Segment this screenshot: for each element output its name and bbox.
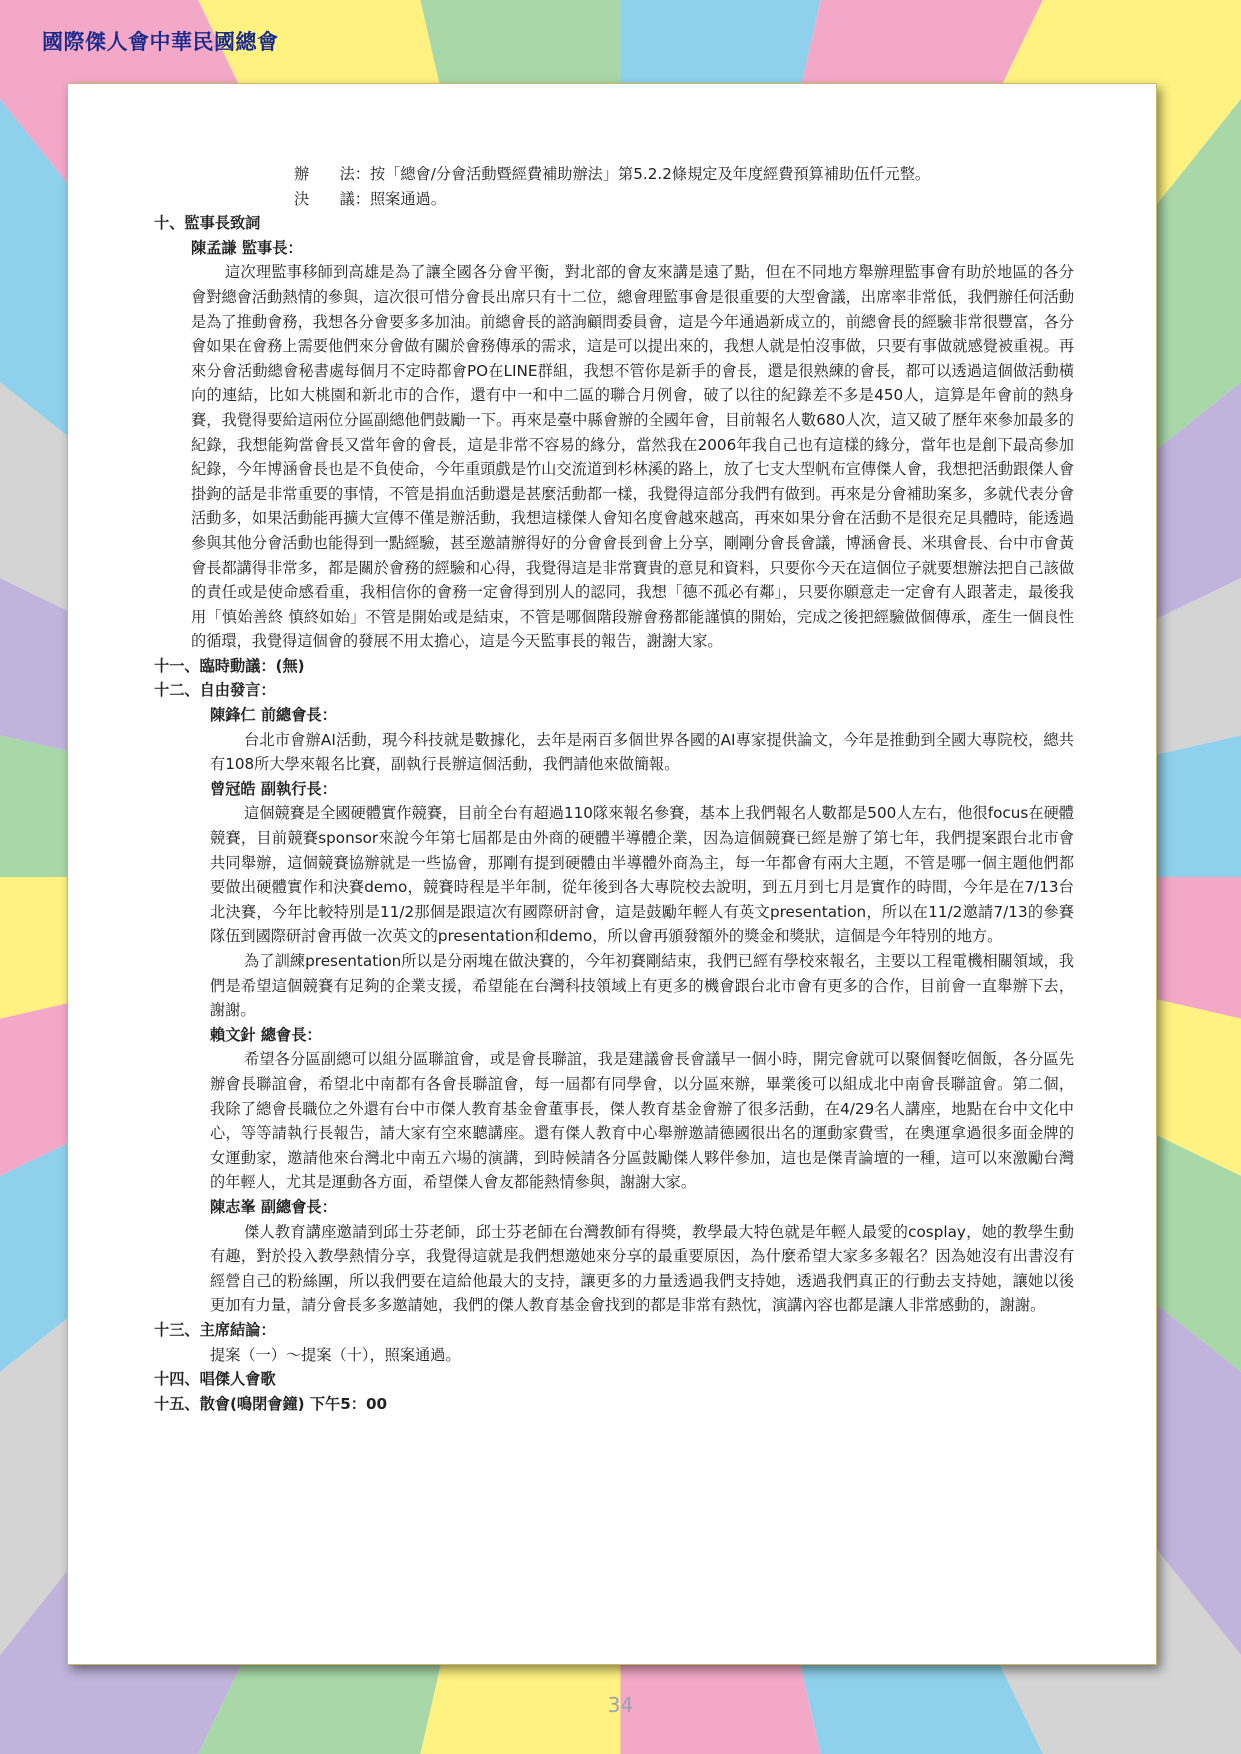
speech-paragraph: 為了訓練presentation所以是分兩塊在做決賽的，今年初賽剛結束，我們已經有學校來報名，主要以工程電機相關領域，我們是希望這個競賽有足夠的企業支援，希望能在台灣科技領域上有更多的機會跟台北市會有更多的合作，目前會一直舉辦下去，謝謝。 [210,952,1074,1020]
page-number: 34 [607,1693,634,1717]
speech-paragraph: 台北市會辦AI活動，現今科技就是數據化，去年是兩百多個世界各國的AI專家提供論文，今年是推動到全國大專院校，總共有108所大學來報名比賽，副執行長辦這個活動，我們請他來做簡報。 [210,730,1074,774]
section-title: 十一、臨時動議：(無) [154,656,305,675]
speaker-name: 陳鋒仁 前總會長： [210,706,337,725]
document-panel [67,83,1157,1665]
conclusion-text: 提案（一）～提案（十），照案通過。 [210,1345,461,1364]
section-title: 十五、散會(鳴閉會鐘) 下午5：00 [154,1394,388,1413]
speaker-name: 賴文針 總會長： [210,1025,322,1044]
item-method: 辦 法：按「總會/分會活動暨經費補助辦法」第5.2.2條規定及年度經費預算補助伍仟元整。 [294,165,931,183]
organization-title: 國際傑人會中華民國總會 [42,30,279,54]
speaker-name: 陳孟謙 監事長： [191,238,303,257]
section-title: 十四、唱傑人會歌 [154,1370,276,1389]
speech-paragraph: 這次理監事移師到高雄是為了讓全國各分會平衡，對北部的會友來講是遠了點，但在不同地方舉辦理監事會有助於地區的各分會對總會活動熱情的參與，這次很可惜分會長出席只有十二位，總會理監事會是很重要的大型會議，出席率非常低，我們辦任何活動是為了推動會務，我想各分會要多多加油。前總會長的諮詢顧問委員會，這是今年通過新成立的，前總會長的經驗非常很豐富，各分會如果在會務上需要他們來分會做有關於會務傳承的需求，這是可以提出來的，我想人就是怕沒事做，只要有事做就感覺被重視。再來分會活動總會秘書處每個月不定時都會PO在LINE群組，我想不管你是新手的會長，還是很熟練的會長，都可以透過這個做活動橫向的連結，比如大桃園和新北市的合作，還有中一和中二區的聯合月例會，破了以往的紀錄差不多是450人，這算是年會前的熱身賽，我覺得要給這兩位分區副總他們鼓勵一下。再來是臺中縣會辦的全國年會，目前報名人數680人次，這又破了歷年來參加最多的紀錄，我想能夠當會長又當年會的會長，這是非常不容易的緣分，當然我在2006年我自己也有這樣的緣分，當年也是創下最高參加紀錄，今年博涵會長也是不負使命，今年重頭戲是竹山交流道到杉林溪的路上，放了七支大型帆布宣傳傑人會，我想把活動跟傑人會掛鉤的話是非常重要的事情，不管是捐血活動還是甚麼活動都一樣，我覺得這部分我們有做到。再來是分會補助案多，多就代表分會活動多，如果活動能再擴大宣傳不僅是辦活動，我想這樣傑人會知名度會越來越高，再來如果分會在活動不是很充足具體時，能透過參與其他分會活動也能得到一點經驗，甚至邀請辦得好的分會會長到會上分享，剛剛分會長會議，博涵會長、米琪會長、台中市會黃會長都講得非常多，都是關於會務的經驗和心得，我覺得這是非常寶貴的意見和資料，只要你今天在這個位子就要想辦法把自己該做的責任或是使命感看重，我相信你的會務一定會得到別人的認同，我想「德不孤必有鄰」，只要你願意走一定會有人跟著走，最後我用「慎始善終 慎終如始」不管是開始或是結束，不管是哪個階段辦會務都能謹慎的開始，完成之後把經驗做個傳承，產生一個良性的循環，我覺得這個會的發展不用太擔心，這是今天監事長的報告，謝謝大家。 [191,263,1074,651]
speech-paragraph: 這個競賽是全國硬體實作競賽，目前全台有超過110隊來報名參賽，基本上我們報名人數都是500人左右，他很focus在硬體競賽，目前競賽sponsor來說今年第七屆都是由外商的硬體半導體企業，因為這個競賽已經是辦了第七年，我們提案跟台北市會共同舉辦，這個競賽協辦就是一些協會，那剛有提到硬體由半導體外商為主，每一年都會有兩大主題，不管是哪一個主題他們都要做出硬體實作和決賽demo，競賽時程是半年制，從年後到各大專院校去說明，到五月到七月是實作的時間，今年是在7/13台北決賽，今年比較特別是11/2那個是跟這次有國際研討會，這是鼓勵年輕人有英文presentation，所以在11/2邀請7/13的參賽隊伍到國際研討會再做一次英文的presentation和demo，所以會再頒發額外的獎金和獎狀，這個是今年特別的地方。 [210,804,1074,946]
speaker-name: 陳志峯 副總會長： [210,1197,337,1216]
speech-paragraph: 希望各分區副總可以組分區聯誼會，或是會長聯誼，我是建議會長會議早一個小時，開完會就可以聚個餐吃個飯，各分區先辦會長聯誼會，希望北中南都有各會長聯誼會，每一屆都有同學會，以分區來辦，畢業後可以組成北中南會長聯誼會。第二個，我除了總會長職位之外還有台中市傑人教育基金會董事長，傑人教育基金會辦了很多活動，在4/29名人講座，地點在台中文化中心，等等請執行長報告，請大家有空來聽講座。還有傑人教育中心舉辦邀請德國很出名的運動家費雪，在奧運拿過很多面金牌的女運動家，邀請他來台灣北中南五六場的演講，到時候請各分區鼓勵傑人夥伴參加，這也是傑青論壇的一種，這可以來激勵台灣的年輕人，尤其是運動各方面，希望傑人會友都能熱情參與，謝謝大家。 [210,1050,1074,1192]
section-title: 十三、主席結論： [154,1320,276,1339]
section-title: 十二、自由發言： [154,681,276,700]
speech-paragraph: 傑人教育講座邀請到邱士芬老師，邱士芬老師在台灣教師有得獎，教學最大特色就是年輕人最愛的cosplay，她的教學生動有趣，對於投入教學熱情分享，我覺得這就是我們想邀她來分享的最重要原因，為什麼希望大家多多報名？因為她沒有出書沒有經營自己的粉絲團，所以我們要在這給他最大的支持，讓更多的力量透過我們支持她，透過我們真正的行動去支持她，讓她以後更加有力量，請分會長多多邀請她，我們的傑人教育基金會找到的都是非常有熱忱，演講內容也都是讓人非常感動的，謝謝。 [210,1222,1074,1315]
document-content [154,162,1074,1416]
section-title: 十、監事長致詞 [154,214,261,233]
item-resolution: 決 議：照案通過。 [294,189,446,208]
speaker-name: 曾冠皓 副執行長： [210,779,337,798]
